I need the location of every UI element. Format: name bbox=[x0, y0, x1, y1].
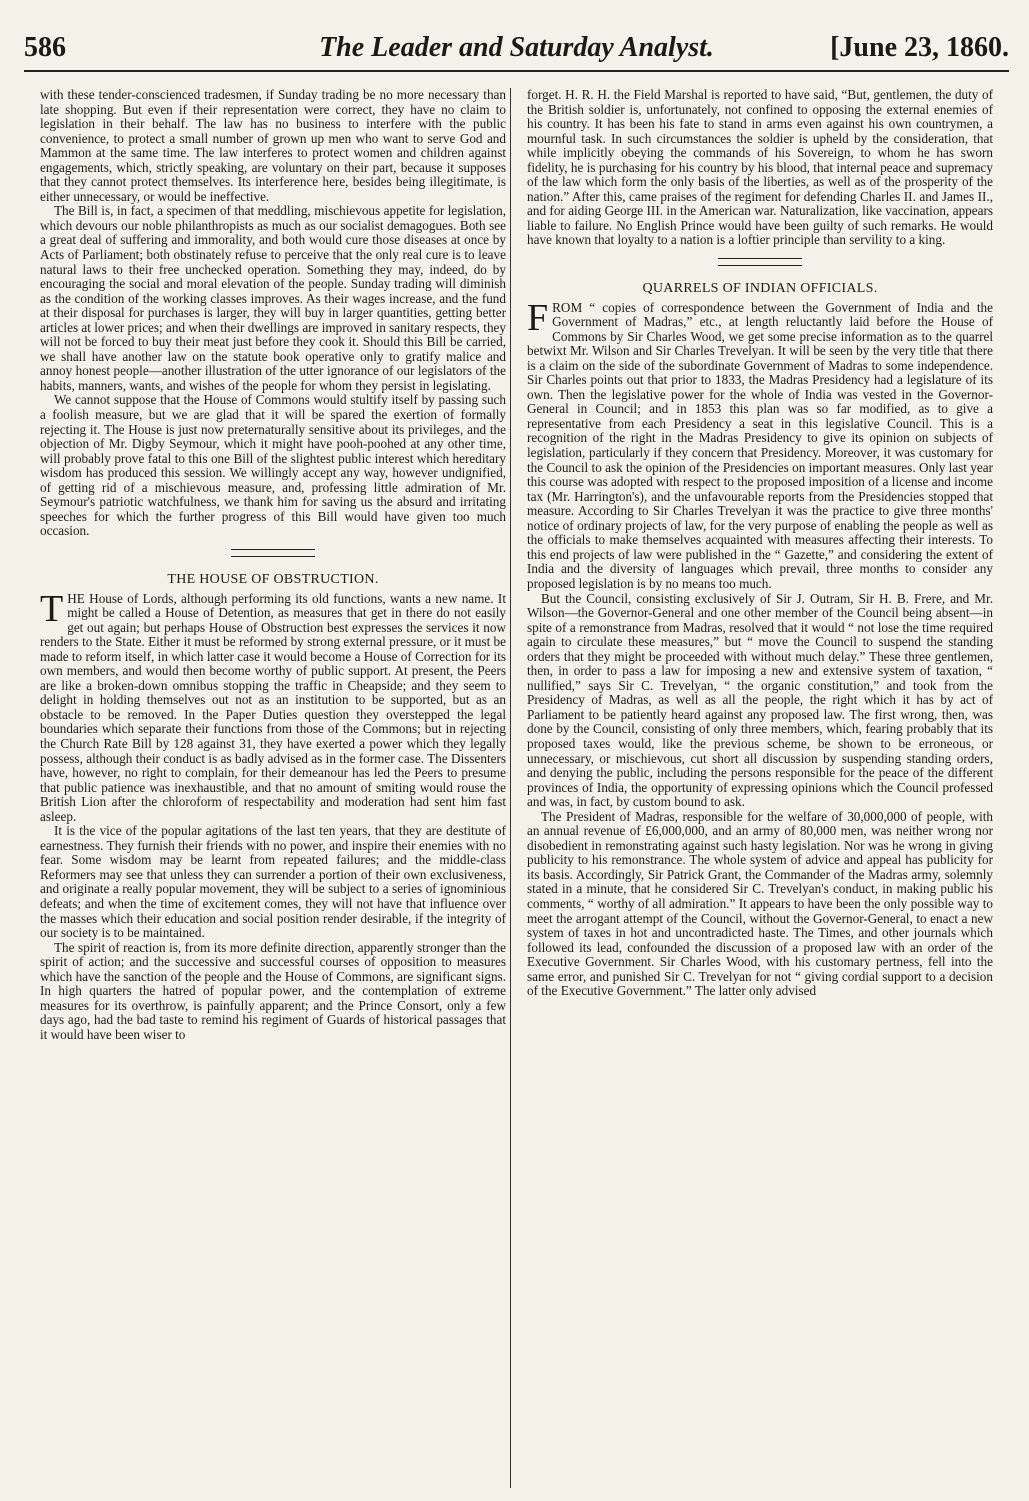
paragraph: The President of Madras, responsible for the welfare of 30,000,000 of people, with an annual revenue of £6,000,000, and an army of 80,000 men, was neither wrong nor disobedient in remonstrating against such hasty legislation. Nor was he wrong in giving publicity to his remonstrance. The whole system of advice and appeal has publicity for its basis. Accordingly, Sir Patrick Grant, the Commander of the Madras army, solemnly stated in a minute, that he considered Sir C. Trevelyan's conduct, in making public his comments, “ worthy of all admiration.” It appears to have been the only possible way to meet the arrogant attempt of the Council, without the Governor-General, to enact a new system of taxes in hot and uncontradicted haste. The Times, and other journals which followed its lead, confounded the discussion of a proposed law with an order of the Executive Government. Sir Charles Wood, with his customary pertness, fell into the same error, and punished Sir C. Trevelyan for not “ giving cordial support to a decision of the Executive Government.” The latter only advised bbox=[527, 808, 993, 999]
paragraph-text: HE House of Lords, although performing its old functions, wants a new name. It might be called a House of Detention, as measures that get in there do not easily get out again; but perhaps House of Obstruction best expresses the services it now renders to the State. Either it must be reformed by strong external pressure, or it must be made to reform itself, in which latter case it would become a House of Correction for its own members, and would then become worthy of public support. At present, the Peers are like a broken-down omnibus stopping the traffic in Cheapside; and they seem to delight in holding themselves out not as an institution to be supported, but as an obstacle to be removed. In the Paper Duties question they overstepped the legal boundaries which separate their functions from those of the Commons; but in rejecting the Church Rate Bill by 128 against 31, they have exerted a power which they legally possess, although their conduct is as badly advised as in the former case. The Dissenters have, however, no right to complain, for their demeanour has led the Peers to presume that public patience was inexhaustible, and that no amount of smiting would rouse the British Lion after the chloroform of respectability and moderation had sent him fast asleep. bbox=[40, 590, 506, 824]
running-title: The Leader and Saturday Analyst. bbox=[319, 32, 714, 63]
column-rule bbox=[510, 88, 511, 1488]
paragraph: We cannot suppose that the House of Commons would stultify itself by passing such a foolish measure, but we are glad that it will be spared the exertion of formally rejecting it. The House is just now preternaturally sensitive about its privileges, and the objection of Mr. Digby Seymour, which it might have pooh-poohed at any other time, will probably prove fatal to this one Bill of the slightest public interest which hereditary wisdom has produced this session. We willingly accept any way, however undignified, of getting rid of a mischievous measure, and, professing little admiration of Mr. Seymour's patriotic watchfulness, we thank him for saving us the absurd and irritating speeches for which the further progress of this Bill would have given too much occasion. bbox=[40, 392, 506, 539]
paragraph: with these tender-conscienced tradesmen, if Sunday trading be no more necessary than late shopping. But even if their representation were correct, they have no claim to legislation in their behalf. The law has no business to interfere with the public convenience, to protect a small number of grown up men who want to serve God and Mammon at the same time. The law interferes to protect women and children against engagements, which, strictly speaking, are voluntary on their part, because it supposes that they cannot protect themselves. Its interference here, besides being illegitimate, is either unnecessary, or would be ineffective. bbox=[40, 88, 506, 204]
paragraph bbox=[40, 587, 506, 825]
right-column bbox=[527, 88, 993, 1488]
drop-cap: T bbox=[40, 587, 64, 630]
drop-cap: F bbox=[527, 296, 549, 339]
article-heading: THE HOUSE OF OBSTRUCTION. bbox=[167, 571, 379, 587]
paragraph: But the Council, consisting exclusively of Sir J. Outram, Sir H. B. Frere, and Mr. Wilson—the Governor-General and one other member of the Council being absent—in spite of a remonstrance from Madras, resolved that it would “ not lose the time required again to circulate these measures,” but “ move the Council to suspend the standing orders that they might be proceeded with without much delay.” These three gentlemen, then, in order to pass a law for imposing a new and extensive system of taxation, “ nullified,” says Sir C. Trevelyan, “ the organic constitution,” and took from the Presidency of Madras, as well as all the people, the right which it has by act of Parliament to be patiently heard against any proposed law. The first wrong, then, was done by the Council, consisting of only three members, which, fearing probably that its proposed taxes would, like the previous scheme, be shown to be erroneous, or unnecessary, or mischievous, cut short all discussion by suspending standing orders, and denying the public, including the persons responsible for the peace of the different provinces of India, the opportunity of expressing opinions which the Council professed and was, in fact, by custom bound to ask. bbox=[527, 590, 993, 810]
section-divider bbox=[231, 549, 315, 557]
paragraph-text: ROM “ copies of correspondence between the Government of India and the Government of Madras,” etc., at length reluctantly laid before the House of Commons by Sir Charles Wood, we get some precise information as to the quarrel betwixt Mr. Wilson and Sir Charles Trevelyan. It will be seen by the very title that there is a claim on the side of the subordinate Government of Madras to some independence. Sir Charles points out that prior to 1833, the Madras Presidency had a legislature of its own. Then the legislative power for the whole of India was vested in the Governor-General in Council; and in 1853 this plan was so far modified, as to give a representative from each Presidency a seat in this legislative Council. This is a recognition of the right in the Madras Presidency to give its opinion on subjects of legislation, particularly if they concern that Presidency. Moreover, it was customary for the Council to ask the opinion of the Presidencies on important measures. Only last year this course was adopted with respect to the proposed imposition of a license and income tax (Mr. Harrington's), and the unfavourable reports from the Presidencies stopped that measure. According to Sir Charles Trevelyan it was the practice to give three months' notice of ordinary projects of law, for the very purpose of enabling the people as well as the officials to make themselves acquainted with measures affecting their interests. To this end projects of law were published in the “ Gazette,” and considering the extent of India and the diversity of languages which prevail, three months to consider any proposed legislation is by no means too much. bbox=[527, 299, 993, 591]
page-number: 586 bbox=[24, 32, 66, 63]
page-header bbox=[24, 30, 1009, 72]
left-column bbox=[40, 88, 506, 1488]
paragraph bbox=[527, 296, 993, 592]
issue-date: [June 23, 1860. bbox=[830, 32, 1009, 63]
section-divider bbox=[718, 258, 802, 266]
paragraph: The spirit of reaction is, from its more definite direction, apparently stronger than the spirit of action; and the successive and successful courses of opposition to measures which have the sanction of the people and the House of Commons, are significant signs. In high quarters the hatred of popular power, and the contemplation of extreme measures for its overthrow, is painfully apparent; and the Prince Consort, only a few days ago, had the bad taste to remind his regiment of Guards of historical passages that it would have been wiser to bbox=[40, 939, 506, 1042]
paragraph: The Bill is, in fact, a specimen of that meddling, mischievous appetite for legislation, which devours our noble philanthropists as much as our socialist demagogues. Both see a great deal of suffering and immorality, and both would cure those diseases at once by Acts of Parliament; both obstinately refuse to perceive that the only real cure is to leave natural laws to their free unchecked operation. Something they may, indeed, do by encouraging the social and moral elevation of the people. Sunday trading will diminish as the condition of the working classes improves. As their wages increase, and the fund at their disposal for purchases is larger, they will buy in larger quantities, getting better articles at lower prices; and when their dwellings are improved in sanitary respects, they will not be forced to buy their meat just before they cook it. Should this Bill be carried, we shall have another law on the statute book operative only to gratify malice and annoy honest people—another illustration of the utter ignorance of our legislators of the habits, manners, wants, and wishes of the people for whom they persist in legislating. bbox=[40, 203, 506, 393]
paragraph: It is the vice of the popular agitations of the last ten years, that they are destitute of earnestness. They furnish their friends with no power, and inspire their enemies with no fear. Some wisdom may be learnt from repeated failures; and the middle-class Reformers may see that unless they can surrender a portion of their own exclusiveness, and originate a really popular movement, they will be subject to a series of ignominious defeats; and when the time of excitement comes, they will not have that influence over the masses which their education and social position render desirable, if the integrity of our society is to be maintained. bbox=[40, 823, 506, 941]
article-heading: QUARRELS OF INDIAN OFFICIALS. bbox=[642, 281, 878, 297]
paragraph: forget. H. R. H. the Field Marshal is reported to have said, “But, gentlemen, the duty of the British soldier is, unfortunately, not confined to opposing the external enemies of his country. It has been his fate to stand in arms even against his own countrymen, a mournful task. In such circumstances the soldier is upheld by the consideration, that while implicitly obeying the commands of his Sovereign, to whom he has sworn fidelity, he is purchasing for his country by his blood, that internal peace and supremacy of the law which form the only basis of the liberties, as well as of the prosperity of the nation.” After this, came praises of the regiment for defending Charles II. and James II., and for aiding George III. in the American war. Naturalization, like vaccination, appears liable to failure. No English Prince would have been guilty of such remarks. He would have known that loyalty to a nation is a loftier principle than servility to a king. bbox=[527, 88, 993, 248]
